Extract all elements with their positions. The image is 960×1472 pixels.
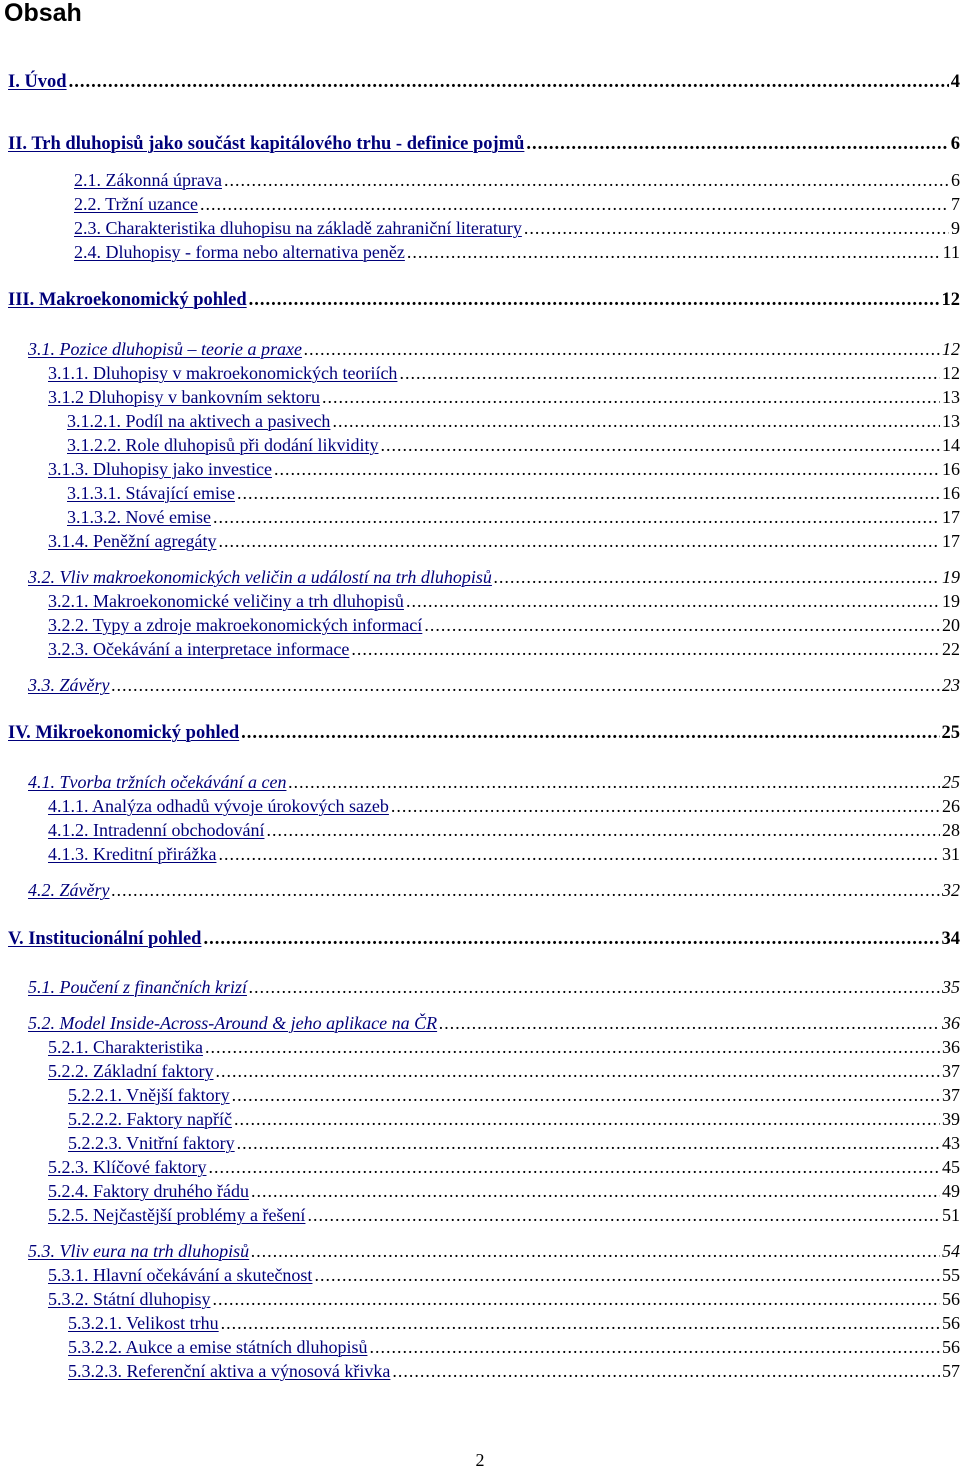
toc-dot-leader: [218, 842, 940, 866]
toc-entry-link[interactable]: 5.3.2.2. Aukce a emise státních dluhopisů: [68, 1335, 367, 1359]
toc-entry[interactable]: [48, 457, 960, 481]
toc-dot-leader: [439, 1011, 940, 1035]
toc-dot-leader: [526, 132, 948, 156]
toc-entry[interactable]: [74, 240, 960, 264]
toc-page-number: 28: [942, 818, 960, 842]
toc-page-number: 20: [942, 613, 960, 637]
toc-dot-leader: [203, 927, 939, 951]
toc-entry[interactable]: [28, 337, 960, 361]
toc-entry[interactable]: [48, 794, 960, 818]
toc-page-number: 37: [942, 1083, 960, 1107]
toc-dot-leader: [391, 794, 940, 818]
toc-dot-leader: [369, 1335, 940, 1359]
toc-entry[interactable]: [67, 433, 960, 457]
toc-page-number: 14: [942, 433, 960, 457]
toc-entry-link[interactable]: 3.1.3. Dluhopisy jako investice: [48, 457, 272, 481]
toc-dot-leader: [314, 1263, 940, 1287]
toc-entry-link[interactable]: 5.2.2. Základní faktory: [48, 1059, 213, 1083]
toc-page-number: 26: [942, 794, 960, 818]
toc-entry[interactable]: [74, 168, 960, 192]
toc-dot-leader: [111, 673, 940, 697]
toc-page-number: 17: [942, 505, 960, 529]
toc-page-number: 12: [942, 361, 960, 385]
toc-dot-leader: [232, 1083, 940, 1107]
toc-entry-link[interactable]: 3.2.2. Typy a zdroje makroekonomických informací: [48, 613, 422, 637]
toc-page-number: 16: [942, 481, 960, 505]
toc-entry[interactable]: [67, 505, 960, 529]
toc-entry[interactable]: [48, 818, 960, 842]
toc-page-number: 54: [942, 1239, 960, 1263]
toc-page-number: 13: [942, 385, 960, 409]
toc-page-number: 17: [942, 529, 960, 553]
toc-entry[interactable]: [68, 1107, 960, 1131]
toc-entry[interactable]: [28, 673, 960, 697]
toc-page-number: 19: [942, 589, 960, 613]
toc-dot-leader: [237, 1131, 940, 1155]
toc-entry[interactable]: [8, 721, 960, 745]
toc-page-number: 23: [942, 673, 960, 697]
toc-dot-leader: [208, 1155, 940, 1179]
toc-dot-leader: [266, 818, 940, 842]
toc-entry-link[interactable]: IV. Mikroekonomický pohled: [8, 721, 239, 745]
toc-page-number: 19: [942, 565, 960, 589]
toc-page-number: 56: [942, 1287, 960, 1311]
toc-entry-link[interactable]: 3.2.3. Očekávání a interpretace informace: [48, 637, 349, 661]
toc-entry[interactable]: [28, 975, 960, 999]
toc-dot-leader: [69, 70, 949, 94]
toc-dot-leader: [332, 409, 940, 433]
toc-entry[interactable]: [8, 132, 960, 156]
toc-entry[interactable]: [48, 1155, 960, 1179]
toc-page-number: 31: [942, 842, 960, 866]
toc-page-number: 4: [951, 70, 960, 94]
toc-dot-leader: [424, 613, 940, 637]
toc-page-number: 6: [951, 168, 960, 192]
toc-entry[interactable]: [28, 1011, 960, 1035]
toc-entry-link[interactable]: 4.1.1. Analýza odhadů vývoje úrokových sazeb: [48, 794, 389, 818]
toc-entry-link[interactable]: 4.1.3. Kreditní přirážka: [48, 842, 216, 866]
toc-dot-leader: [351, 637, 940, 661]
toc-dot-leader: [249, 975, 940, 999]
toc-entry-link[interactable]: 5.2.5. Nejčastější problémy a řešení: [48, 1203, 305, 1227]
toc-entry-link[interactable]: III. Makroekonomický pohled: [8, 288, 247, 312]
toc-entry-link[interactable]: 2.4. Dluhopisy - forma nebo alternativa peněz: [74, 240, 405, 264]
toc-dot-leader: [274, 457, 940, 481]
page-title: Obsah: [4, 0, 82, 26]
toc-dot-leader: [307, 1203, 940, 1227]
toc-entry-link[interactable]: 5.2.4. Faktory druhého řádu: [48, 1179, 249, 1203]
toc-page-number: 34: [942, 927, 960, 951]
toc-dot-leader: [251, 1179, 940, 1203]
toc-dot-leader: [406, 589, 940, 613]
toc-entry[interactable]: [48, 1179, 960, 1203]
toc-page-number: 32: [942, 878, 960, 902]
toc-entry[interactable]: [48, 589, 960, 613]
toc-entry-link[interactable]: 5.2.1. Charakteristika: [48, 1035, 203, 1059]
page-number: 2: [0, 1448, 960, 1472]
toc-dot-leader: [224, 168, 949, 192]
toc-dot-leader: [221, 1311, 940, 1335]
toc-entry-link[interactable]: 4.1. Tvorba tržních očekávání a cen: [28, 770, 286, 794]
toc-entry-link[interactable]: 3.1.2.2. Role dluhopisů při dodání likvidity: [67, 433, 379, 457]
toc-dot-leader: [200, 192, 949, 216]
toc-dot-leader: [237, 481, 940, 505]
toc-entry[interactable]: [28, 1239, 960, 1263]
toc-entry-link[interactable]: 4.1.2. Intradenní obchodování: [48, 818, 264, 842]
toc-page-number: 13: [942, 409, 960, 433]
toc-page-number: 43: [942, 1131, 960, 1155]
toc-dot-leader: [407, 240, 941, 264]
toc-entry[interactable]: [48, 637, 960, 661]
toc-entry-link[interactable]: II. Trh dluhopisů jako součást kapitálového trhu - definice pojmů: [8, 132, 524, 156]
toc-entry[interactable]: [28, 878, 960, 902]
toc-entry-link[interactable]: 3.1. Pozice dluhopisů – teorie a praxe: [28, 337, 302, 361]
toc-entry-link[interactable]: 3.2. Vliv makroekonomických veličin a událostí na trh dluhopisů: [28, 565, 492, 589]
toc-entry[interactable]: [48, 361, 960, 385]
toc-dot-leader: [111, 878, 940, 902]
toc-page-number: 37: [942, 1059, 960, 1083]
toc-page-number: 25: [942, 721, 960, 745]
toc-entry[interactable]: [48, 385, 960, 409]
toc-entry-link[interactable]: 5.3.1. Hlavní očekávání a skutečnost: [48, 1263, 312, 1287]
toc-entry[interactable]: [48, 1203, 960, 1227]
toc-page-number: 36: [942, 1035, 960, 1059]
toc-entry-link[interactable]: 5.2. Model Inside-Across-Around & jeho aplikace na ČR: [28, 1011, 437, 1035]
toc-entry[interactable]: [48, 842, 960, 866]
toc-page-number: 57: [942, 1359, 960, 1383]
toc-entry[interactable]: [68, 1083, 960, 1107]
toc-page-number: 36: [942, 1011, 960, 1035]
toc-dot-leader: [399, 361, 940, 385]
toc-entry-link[interactable]: 5.3.2. Státní dluhopisy: [48, 1287, 211, 1311]
toc-entry[interactable]: [8, 927, 960, 951]
toc-dot-leader: [494, 565, 940, 589]
toc-entry-link[interactable]: 5.3.2.1. Velikost trhu: [68, 1311, 219, 1335]
toc-page-number: 56: [942, 1335, 960, 1359]
toc-entry-link[interactable]: 2.1. Zákonná úprava: [74, 168, 222, 192]
toc-dot-leader: [249, 288, 940, 312]
toc-dot-leader: [205, 1035, 940, 1059]
toc-dot-leader: [288, 770, 940, 794]
toc-entry[interactable]: [68, 1359, 960, 1383]
toc-page-number: 6: [951, 132, 960, 156]
toc-page-number: 22: [942, 637, 960, 661]
toc-entry-link[interactable]: 5.2.2.3. Vnitřní faktory: [68, 1131, 235, 1155]
toc-entry[interactable]: [48, 613, 960, 637]
toc-entry[interactable]: [68, 1311, 960, 1335]
toc-dot-leader: [524, 216, 949, 240]
toc-entry[interactable]: [28, 770, 960, 794]
toc-page-number: 25: [942, 770, 960, 794]
toc-entry-link[interactable]: 5.2.2.1. Vnější faktory: [68, 1083, 230, 1107]
toc-entry-link[interactable]: 3.1.2.1. Podíl na aktivech a pasivech: [67, 409, 330, 433]
toc-entry-link[interactable]: 2.2. Tržní uzance: [74, 192, 198, 216]
toc-dot-leader: [304, 337, 940, 361]
toc-dot-leader: [215, 1059, 940, 1083]
toc-dot-leader: [251, 1239, 940, 1263]
toc-page-number: 12: [942, 337, 960, 361]
toc-entry[interactable]: [48, 529, 960, 553]
toc-dot-leader: [392, 1359, 940, 1383]
toc-entry-link[interactable]: 3.1.2 Dluhopisy v bankovním sektoru: [48, 385, 320, 409]
toc-page-number: 7: [951, 192, 960, 216]
toc-page-number: 12: [942, 288, 960, 312]
toc-entry-link[interactable]: V. Institucionální pohled: [8, 927, 201, 951]
toc-entry-link[interactable]: 3.2.1. Makroekonomické veličiny a trh dluhopisů: [48, 589, 404, 613]
toc-entry[interactable]: [48, 1287, 960, 1311]
toc-dot-leader: [213, 1287, 940, 1311]
toc-entry[interactable]: [68, 1335, 960, 1359]
toc-entry-link[interactable]: 5.1. Poučení z finančních krizí: [28, 975, 247, 999]
toc-page-number: 56: [942, 1311, 960, 1335]
toc-dot-leader: [213, 505, 940, 529]
toc-entry[interactable]: [48, 1263, 960, 1287]
toc-dot-leader: [234, 1107, 940, 1131]
toc-page-number: 11: [943, 240, 960, 264]
toc-entry-link[interactable]: 3.3. Závěry: [28, 673, 109, 697]
toc-entry-link[interactable]: 5.2.3. Klíčové faktory: [48, 1155, 206, 1179]
toc-entry-link[interactable]: 5.2.2.2. Faktory napříč: [68, 1107, 232, 1131]
toc-page-number: 39: [942, 1107, 960, 1131]
toc-page-number: 45: [942, 1155, 960, 1179]
toc-entry[interactable]: [48, 1059, 960, 1083]
toc-entry[interactable]: [74, 192, 960, 216]
toc-dot-leader: [218, 529, 940, 553]
toc-dot-leader: [322, 385, 940, 409]
toc-entry-link[interactable]: 4.2. Závěry: [28, 878, 109, 902]
toc-dot-leader: [241, 721, 939, 745]
toc-entry[interactable]: [67, 409, 960, 433]
toc-page-number: 55: [942, 1263, 960, 1287]
toc-entry-link[interactable]: 3.1.3.2. Nové emise: [67, 505, 211, 529]
toc-page-number: 9: [951, 216, 960, 240]
toc-entry-link[interactable]: 3.1.3.1. Stávající emise: [67, 481, 235, 505]
toc-dot-leader: [381, 433, 941, 457]
toc-entry[interactable]: [8, 70, 960, 94]
toc-entry[interactable]: [74, 216, 960, 240]
toc-entry[interactable]: [67, 481, 960, 505]
toc-entry-link[interactable]: 5.3. Vliv eura na trh dluhopisů: [28, 1239, 249, 1263]
toc-entry[interactable]: [28, 565, 960, 589]
toc-entry-link[interactable]: 3.1.1. Dluhopisy v makroekonomických teoriích: [48, 361, 397, 385]
toc-page-number: 35: [942, 975, 960, 999]
toc-entry[interactable]: [48, 1035, 960, 1059]
toc-entry-link[interactable]: I. Úvod: [8, 70, 67, 94]
toc-entry[interactable]: [8, 288, 960, 312]
toc-entry-link[interactable]: 3.1.4. Peněžní agregáty: [48, 529, 216, 553]
toc-page-number: 49: [942, 1179, 960, 1203]
toc-entry-link[interactable]: 2.3. Charakteristika dluhopisu na základě zahraniční literatury: [74, 216, 522, 240]
toc-page-number: 16: [942, 457, 960, 481]
toc-page-number: 51: [942, 1203, 960, 1227]
toc-entry[interactable]: [68, 1131, 960, 1155]
toc-entry-link[interactable]: 5.3.2.3. Referenční aktiva a výnosová křivka: [68, 1359, 390, 1383]
